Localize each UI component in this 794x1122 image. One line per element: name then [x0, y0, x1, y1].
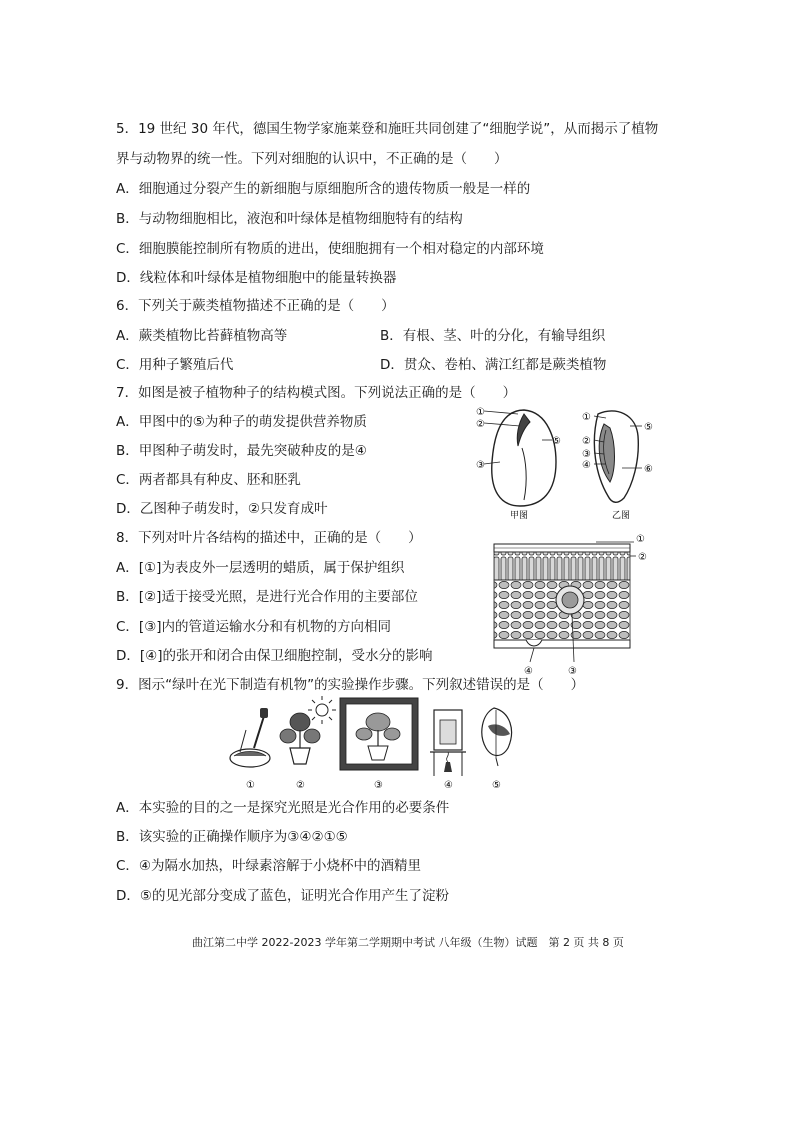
- q8-option-a: A．[①]为表皮外一层透明的蜡质，属于保护组织: [116, 560, 405, 576]
- leaf-section-drawing: [494, 542, 636, 662]
- q9-option-d: D．⑤的见光部分变成了蓝色，证明光合作用产生了淀粉: [116, 888, 449, 904]
- seed-structure-figure: [466, 400, 676, 522]
- q6-option-b: B．有根、茎、叶的分化，有输导组织: [380, 328, 606, 344]
- seed-yi-label-5: ⑤: [644, 422, 653, 433]
- page-footer: 曲江第二中学 2022-2023 学年第二学期期中考试 八年级（生物）试题 第 2 页 共 8 页: [192, 936, 624, 949]
- step-label-4: ④: [444, 780, 453, 791]
- seed-jia-label-2: ②: [476, 419, 485, 430]
- leaf-label-1: ①: [636, 534, 645, 545]
- leaf-label-4: ④: [524, 666, 533, 677]
- q5-option-a: A．细胞通过分裂产生的新细胞与原细胞所含的遗传物质一般是一样的: [116, 181, 531, 197]
- q7-option-d: D．乙图种子萌发时，②只发育成叶: [116, 501, 328, 517]
- q5-stem-line2: 界与动物界的统一性。下列对细胞的认识中，不正确的是（ ）: [116, 151, 508, 167]
- q7-option-b: B．甲图种子萌发时，最先突破种皮的是④: [116, 443, 367, 459]
- seed-yi-label-6: ⑥: [644, 464, 653, 475]
- q7-stem: 7．如图是被子植物种子的结构模式图。下列说法正确的是（ ）: [116, 385, 517, 401]
- q9-option-a: A．本实验的目的之一是探究光照是光合作用的必要条件: [116, 800, 450, 816]
- q6-stem: 6．下列关于蕨类植物描述不正确的是（ ）: [116, 298, 395, 314]
- seed-yi-label-1: ①: [582, 412, 591, 423]
- seed-jia-label-1: ①: [476, 407, 485, 418]
- seed-jia-caption: 甲图: [510, 511, 529, 521]
- step5-stained-leaf: [482, 708, 512, 766]
- leaf-label-2: ②: [638, 552, 647, 563]
- step-label-5: ⑤: [492, 780, 501, 791]
- q7-option-a: A．甲图中的⑤为种子的萌发提供营养物质: [116, 414, 367, 430]
- leaf-cross-section-figure: [486, 530, 658, 678]
- q9-option-c: C．④为隔水加热，叶绿素溶解于小烧杯中的酒精里: [116, 858, 422, 874]
- seed-jia-drawing: [484, 410, 556, 506]
- seed-yi-label-2: ②: [582, 436, 591, 447]
- step-label-3: ③: [374, 780, 383, 791]
- seed-yi-caption: 乙图: [612, 511, 631, 521]
- q8-option-b: B．[②]适于接受光照，是进行光合作用的主要部位: [116, 589, 418, 605]
- step-label-1: ①: [246, 780, 255, 791]
- seed-yi-label-3: ③: [582, 449, 591, 460]
- q5-option-d: D．线粒体和叶绿体是植物细胞中的能量转换器: [116, 270, 397, 286]
- q5-option-b: B．与动物细胞相比，液泡和叶绿体是植物细胞特有的结构: [116, 211, 463, 227]
- q9-stem: 9．图示“绿叶在光下制造有机物”的实验操作步骤。下列叙述错误的是（ ）: [116, 677, 585, 693]
- seed-jia-label-5: ⑤: [552, 436, 561, 447]
- seed-yi-label-4: ④: [582, 460, 591, 471]
- leaf-label-3: ③: [568, 666, 577, 677]
- q8-option-d: D．[④]的张开和闭合由保卫细胞控制，受水分的影响: [116, 648, 433, 664]
- q8-stem: 8．下列对叶片各结构的描述中，正确的是（ ）: [116, 530, 422, 546]
- q6-option-c: C．用种子繁殖后代: [116, 357, 234, 373]
- q5-option-c: C．细胞膜能控制所有物质的进出，使细胞拥有一个相对稳定的内部环境: [116, 241, 544, 257]
- experiment-steps-figure: [226, 696, 516, 794]
- step1-iodine-dish: [230, 708, 270, 767]
- step2-plant-in-light: [280, 696, 336, 764]
- seed-yi-drawing: [594, 411, 642, 502]
- q7-option-c: C．两者都具有种皮、胚和胚乳: [116, 472, 301, 488]
- seed-jia-label-3: ③: [476, 460, 485, 471]
- q8-option-c: C．[③]内的管道运输水分和有机物的方向相同: [116, 619, 392, 635]
- step-label-2: ②: [296, 780, 305, 791]
- q9-option-b: B．该实验的正确操作顺序为③④②①⑤: [116, 829, 348, 845]
- step3-plant-in-dark: [340, 698, 418, 770]
- q6-option-d: D．贯众、卷柏、满江红都是蕨类植物: [380, 357, 607, 373]
- step4-water-bath: [430, 710, 466, 776]
- q6-option-a: A．蕨类植物比苔藓植物高等: [116, 328, 288, 344]
- q5-stem-line1: 5．19 世纪 30 年代，德国生物学家施莱登和施旺共同创建了“细胞学说”，从而揭示了植物: [116, 121, 659, 137]
